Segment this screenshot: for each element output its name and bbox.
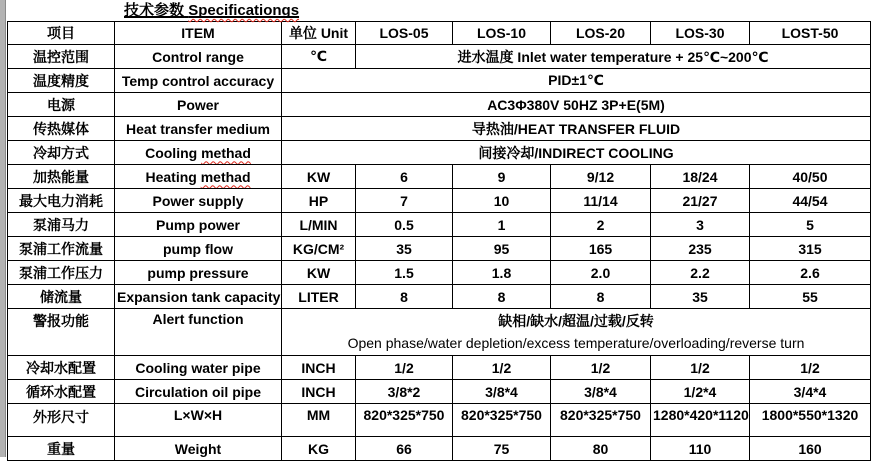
value-cell: 3/4*4	[750, 380, 871, 404]
value-cell: 3	[651, 213, 750, 237]
page-title-zh: 技术参数	[124, 2, 185, 19]
col-header-model: LOS-05	[356, 22, 453, 45]
value-cell: 1280*420*1120	[651, 404, 750, 437]
value-cell: 18/24	[651, 165, 750, 189]
value-cell: 80	[551, 437, 651, 461]
value-cell: 75	[453, 437, 551, 461]
window-edge	[0, 0, 6, 457]
item-label-en: Pump power	[115, 213, 282, 237]
value-cell: 95	[453, 237, 551, 261]
item-label-en-text: Cooling	[145, 144, 202, 161]
col-header-model: LOS-30	[651, 22, 750, 45]
table-row	[8, 165, 871, 189]
value-cell: 1/2	[356, 356, 453, 380]
page-title-en: Specificationgs	[188, 2, 300, 19]
item-label-en: L×W×H	[115, 404, 282, 437]
table-row	[8, 213, 871, 237]
item-label-zh: 泵浦工作压力	[8, 261, 115, 285]
value-cell: 235	[651, 237, 750, 261]
value-cell: 21/27	[651, 189, 750, 213]
value-cell: 55	[750, 285, 871, 309]
table-row	[8, 356, 871, 380]
item-label-en: pump flow	[115, 237, 282, 261]
table-row	[8, 69, 871, 93]
value-cell: 2.0	[551, 261, 651, 285]
unit-cell: INCH	[282, 356, 356, 380]
value-cell: 3/8*4	[551, 380, 651, 404]
unit-cell: KW	[282, 165, 356, 189]
value-cell: 0.5	[356, 213, 453, 237]
item-label-en: Temp control accuracy	[115, 69, 282, 93]
col-header-model: LOS-20	[551, 22, 651, 45]
value-cell: 6	[356, 165, 453, 189]
value-cell: 35	[651, 285, 750, 309]
item-label-en: pump pressure	[115, 261, 282, 285]
item-label-zh: 泵浦工作流量	[8, 237, 115, 261]
item-label-en-text: Heating	[145, 168, 201, 185]
table-row	[8, 141, 871, 165]
item-label-en: Circulation oil pipe	[115, 380, 282, 404]
spec-table-body	[8, 45, 871, 461]
item-label-zh: 电源	[8, 93, 115, 117]
item-label-zh: 储流量	[8, 285, 115, 309]
value-cell: 160	[750, 437, 871, 461]
item-label-en: Cooling water pipe	[115, 356, 282, 380]
item-label-en	[115, 165, 282, 189]
value-cell: 165	[551, 237, 651, 261]
specifications-table	[7, 21, 871, 461]
item-label-en: Alert function	[115, 309, 282, 356]
spec-table-head	[8, 22, 871, 45]
item-label-en-misspelled: methad	[201, 144, 251, 161]
value-cell: 3/8*2	[356, 380, 453, 404]
unit-cell: KG	[282, 437, 356, 461]
value-cell: 2.6	[750, 261, 871, 285]
item-label-zh: 冷却方式	[8, 141, 115, 165]
value-cell: 1	[453, 213, 551, 237]
value-cell: 8	[453, 285, 551, 309]
value-cell: 1/2	[551, 356, 651, 380]
col-header-model: LOS-10	[453, 22, 551, 45]
table-row	[8, 93, 871, 117]
unit-cell: KG/CM²	[282, 237, 356, 261]
item-label-zh: 最大电力消耗	[8, 189, 115, 213]
item-label-en: Weight	[115, 437, 282, 461]
table-row	[8, 189, 871, 213]
unit-cell: HP	[282, 189, 356, 213]
item-label-zh: 警报功能	[8, 309, 115, 356]
col-header-item-zh: 项目	[8, 22, 115, 45]
item-label-zh: 冷却水配置	[8, 356, 115, 380]
alert-line-en: Open phase/water depletion/excess temperature/overloading/reverse turn	[347, 335, 805, 351]
unit-cell: INCH	[282, 380, 356, 404]
table-row	[8, 404, 871, 437]
value-cell: 1/2	[651, 356, 750, 380]
item-label-zh: 传热媒体	[8, 117, 115, 141]
item-label-zh: 重量	[8, 437, 115, 461]
item-label-en-misspelled: methad	[200, 168, 251, 185]
unit-cell: KW	[282, 261, 356, 285]
value-cell: 1/2*4	[651, 380, 750, 404]
value-cell: 40/50	[750, 165, 871, 189]
value-cell: 1/2	[453, 356, 551, 380]
table-row	[8, 380, 871, 404]
value-cell: 1800*550*1320	[750, 404, 871, 437]
value-cell: 1/2	[750, 356, 871, 380]
value-cell: 11/14	[551, 189, 651, 213]
alert-line-zh: 缺相/缺水/超温/过载/反转	[498, 313, 654, 329]
table-row	[8, 237, 871, 261]
table-row	[8, 285, 871, 309]
value-cell: 35	[356, 237, 453, 261]
merged-value-cell: 进水温度 Inlet water temperature + 25℃~200℃	[356, 45, 871, 69]
col-header-model: LOST-50	[750, 22, 871, 45]
item-label-en: Expansion tank capacity	[115, 285, 282, 309]
item-label-zh: 循环水配置	[8, 380, 115, 404]
merged-value-cell: 间接冷却/INDIRECT COOLING	[282, 141, 871, 165]
value-cell: 820*325*750	[356, 404, 453, 437]
value-cell: 5	[750, 213, 871, 237]
page-title	[0, 0, 873, 21]
unit-cell: ℃	[282, 45, 356, 69]
page-title-text	[124, 2, 299, 19]
header-row	[8, 22, 871, 45]
item-label-zh: 温控范围	[8, 45, 115, 69]
item-label-en	[115, 141, 282, 165]
col-header-item-en: ITEM	[115, 22, 282, 45]
item-label-en: Power supply	[115, 189, 282, 213]
alert-value-cell	[282, 309, 871, 356]
merged-value-cell: AC3Φ380V 50HZ 3P+E(5M)	[282, 93, 871, 117]
value-cell: 3/8*4	[453, 380, 551, 404]
item-label-zh: 加热能量	[8, 165, 115, 189]
value-cell: 820*325*750	[453, 404, 551, 437]
table-row	[8, 45, 871, 69]
value-cell: 7	[356, 189, 453, 213]
item-label-en: Control range	[115, 45, 282, 69]
value-cell: 1.8	[453, 261, 551, 285]
value-cell: 1.5	[356, 261, 453, 285]
table-row	[8, 309, 871, 356]
value-cell: 44/54	[750, 189, 871, 213]
value-cell: 8	[551, 285, 651, 309]
table-row	[8, 261, 871, 285]
merged-value-cell: PID±1℃	[282, 69, 871, 93]
unit-cell: MM	[282, 404, 356, 437]
value-cell: 9/12	[551, 165, 651, 189]
value-cell: 66	[356, 437, 453, 461]
value-cell: 2.2	[651, 261, 750, 285]
merged-value-cell: 导热油/HEAT TRANSFER FLUID	[282, 117, 871, 141]
col-header-unit: 单位 Unit	[282, 22, 356, 45]
value-cell: 8	[356, 285, 453, 309]
item-label-zh: 温度精度	[8, 69, 115, 93]
value-cell: 10	[453, 189, 551, 213]
value-cell: 110	[651, 437, 750, 461]
item-label-zh: 外形尺寸	[8, 404, 115, 437]
unit-cell: L/MIN	[282, 213, 356, 237]
item-label-en: Power	[115, 93, 282, 117]
value-cell: 9	[453, 165, 551, 189]
value-cell: 2	[551, 213, 651, 237]
table-row	[8, 117, 871, 141]
value-cell: 820*325*750	[551, 404, 651, 437]
item-label-zh: 泵浦马力	[8, 213, 115, 237]
value-cell: 315	[750, 237, 871, 261]
unit-cell: LITER	[282, 285, 356, 309]
item-label-en: Heat transfer medium	[115, 117, 282, 141]
